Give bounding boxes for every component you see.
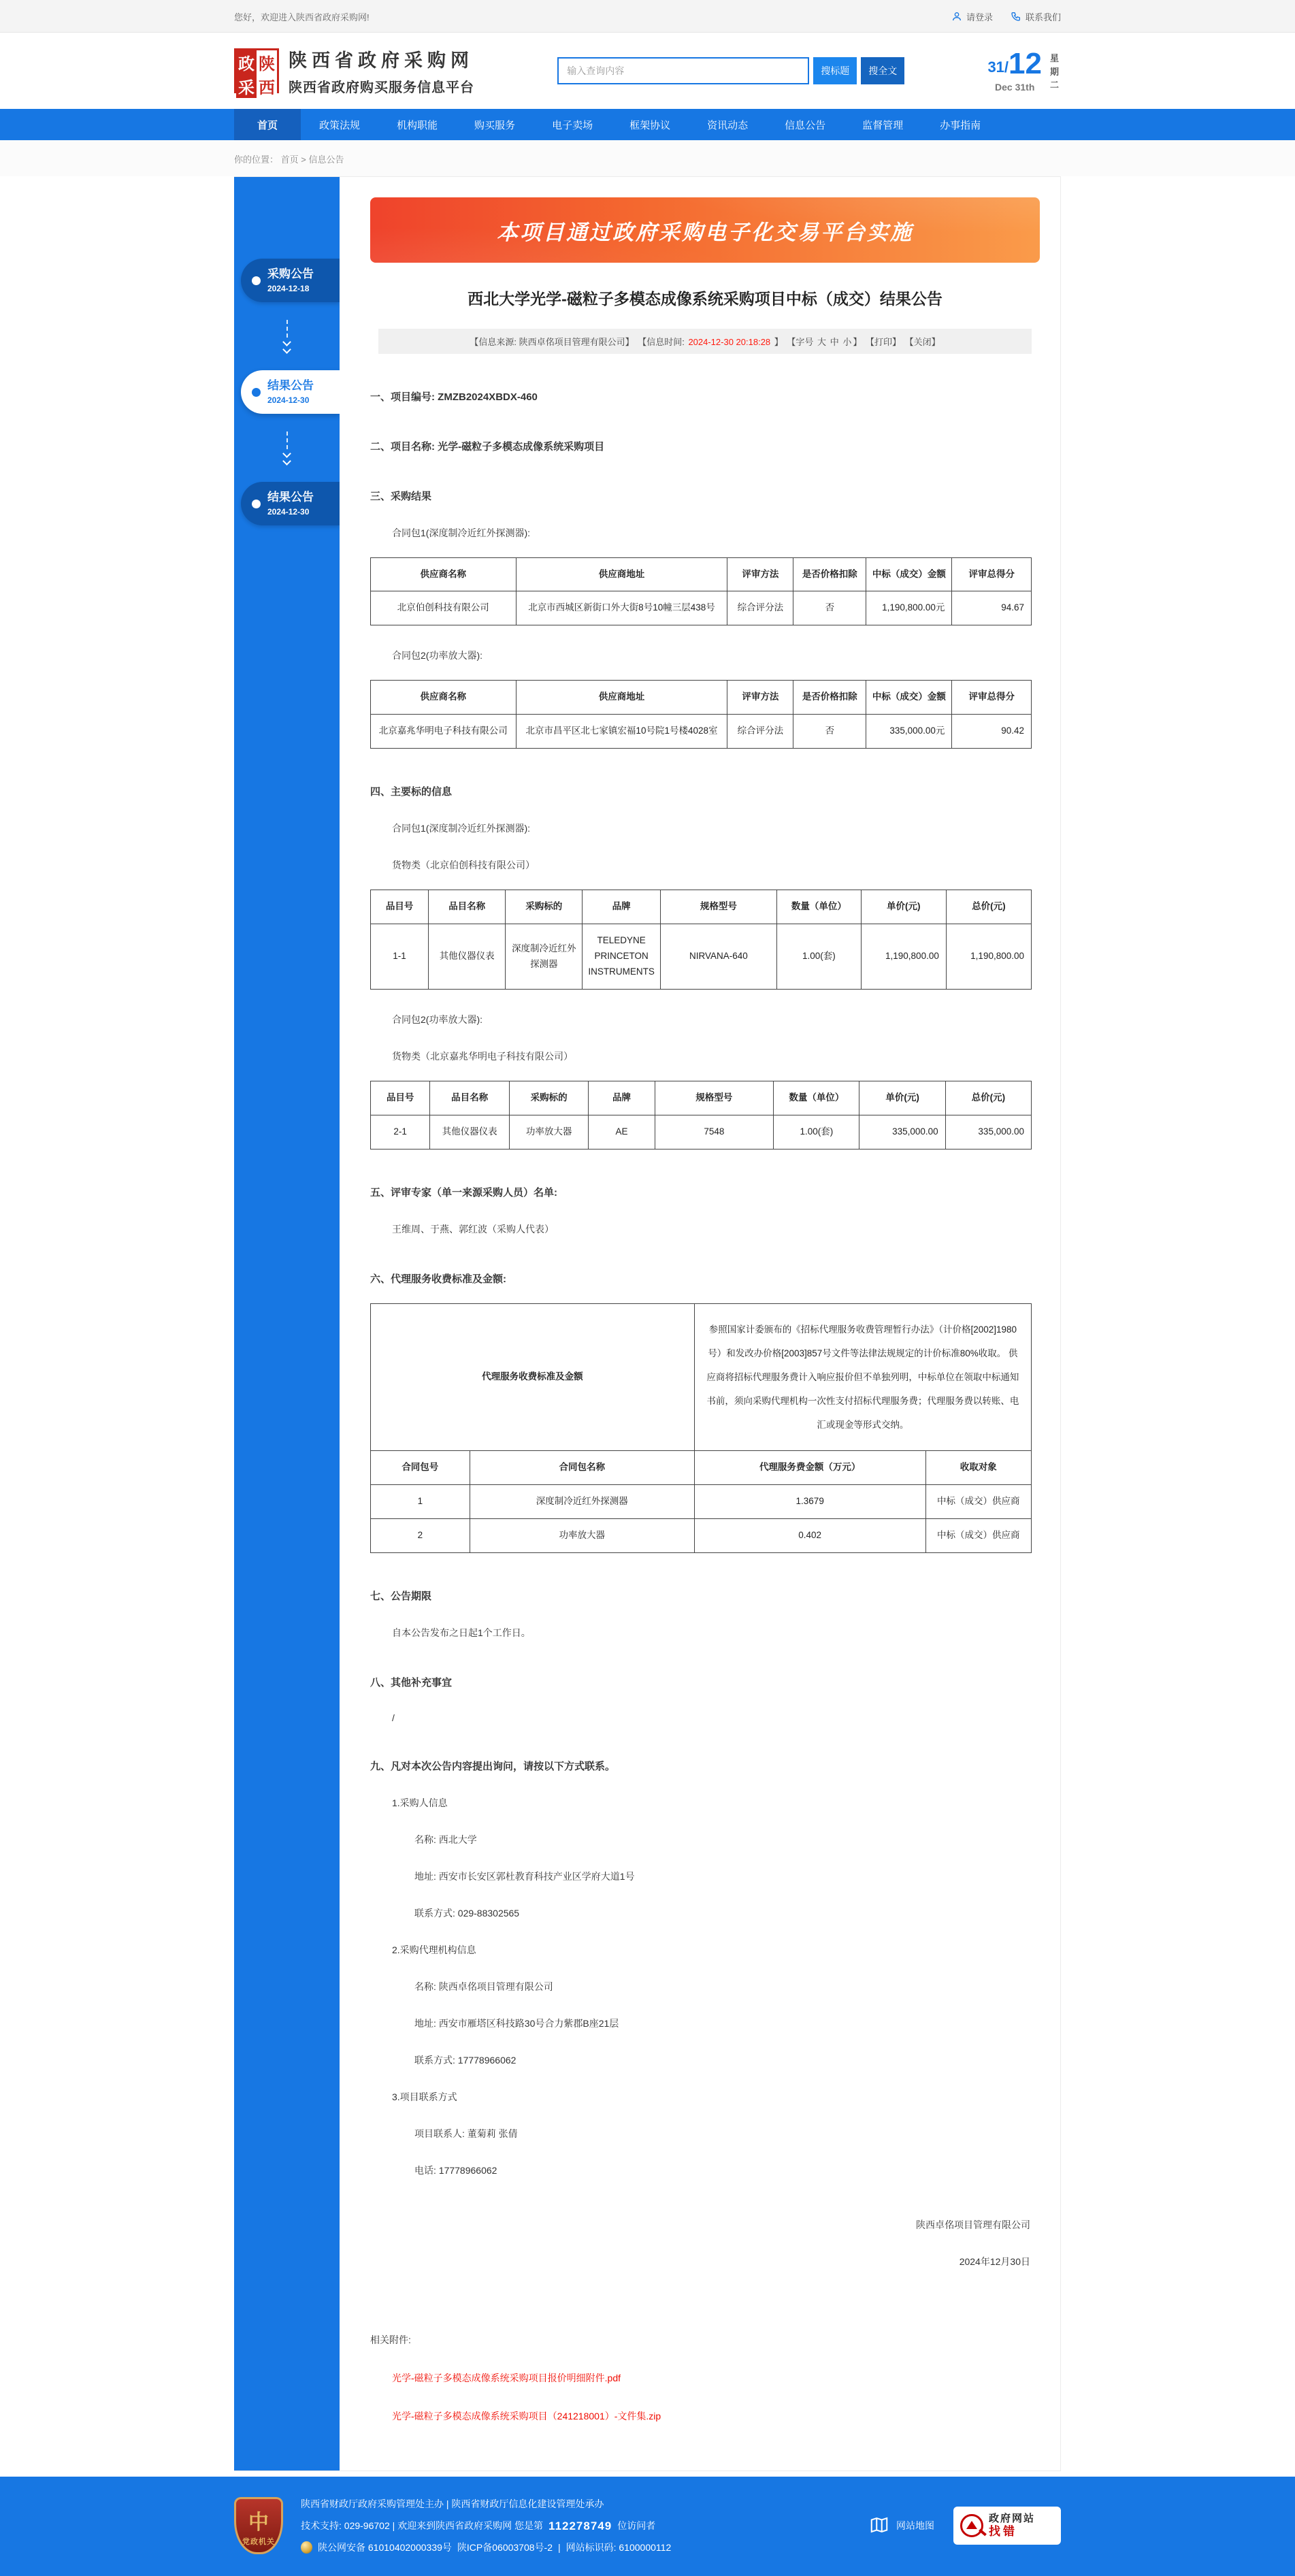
column-header: 供应商地址	[516, 681, 727, 715]
print-button[interactable]: 【打印】	[865, 336, 901, 347]
table-cell: 0.402	[694, 1519, 925, 1553]
table-row	[371, 924, 1032, 990]
table-row	[371, 715, 1032, 749]
column-header: 采购标的	[506, 890, 583, 924]
timeline-step-title: 结果公告	[267, 379, 314, 393]
section-other-matters: 八、其他补充事宜	[370, 1677, 453, 1689]
timeline-step-procurement[interactable]	[241, 259, 340, 302]
site-footer	[0, 2477, 1295, 2576]
signature-block	[370, 2218, 1040, 2268]
footer-visitor-suffix: 位访问者	[617, 2520, 656, 2531]
project-contact-phone: 电话: 17778966062	[414, 2165, 497, 2176]
column-header: 品目号	[371, 890, 429, 924]
topbar	[0, 0, 1295, 33]
chevron-down-icon	[282, 457, 291, 466]
search-title-button[interactable]: 搜标题	[813, 57, 857, 84]
arrow-down-icon	[234, 431, 340, 464]
project-contact-person: 项目联系人: 董菊莉 张倩	[414, 2128, 518, 2140]
table-cell: 1,190,800.00元	[866, 591, 952, 625]
section-experts: 五、评审专家（单一来源采购人员）名单:	[370, 1186, 557, 1199]
footer-support-text: 技术支持: 029-96702 | 欢迎来到陕西省政府采购网 您是第	[301, 2520, 544, 2531]
column-header: 中标（成交）金额	[866, 681, 952, 715]
footer-registration-line	[301, 2540, 851, 2555]
phone-icon	[1011, 11, 1021, 22]
search-bar	[557, 57, 904, 84]
meta-time-suffix: 】	[772, 336, 783, 347]
column-header: 合同包号	[371, 1451, 470, 1485]
table-cell: 1-1	[371, 924, 429, 990]
nav-item-policies[interactable]: 政策法规	[319, 119, 361, 131]
date-numeric	[987, 49, 1042, 93]
section-agency-fee: 六、代理服务收费标准及金额:	[370, 1273, 506, 1285]
dashed-line	[286, 431, 288, 449]
footer-text	[301, 2492, 851, 2560]
table-row	[371, 1485, 1032, 1519]
timeline-step-title: 结果公告	[267, 491, 314, 504]
table-cell: NIRVANA-640	[660, 924, 776, 990]
table-cell: 北京市西城区新街口外大街8号10幢三层438号	[516, 591, 727, 625]
attachment-link-pdf[interactable]: 光学-磁粒子多模态成像系统采购项目报价明细附件.pdf	[392, 2373, 621, 2384]
column-header: 评审总得分	[952, 681, 1032, 715]
nav-item-purchase-services[interactable]: 购买服务	[474, 119, 516, 131]
agency-name: 名称: 陕西卓佲项目管理有限公司	[414, 1981, 553, 1993]
table-cell: 2-1	[371, 1115, 430, 1149]
table-cell: 1.00(套)	[776, 924, 861, 990]
main-nav	[0, 109, 1295, 140]
table-cell: 1	[371, 1485, 470, 1519]
site-name: 陕西省政府采购网	[289, 50, 474, 71]
column-header: 供应商名称	[371, 681, 517, 715]
nav-item-announcements[interactable]: 信息公告	[785, 119, 826, 131]
column-header: 数量（单位）	[776, 890, 861, 924]
date-english: Dec 31th	[995, 82, 1035, 93]
breadcrumb	[234, 140, 1061, 176]
logo-char: 政	[236, 50, 257, 74]
table-row	[371, 1519, 1032, 1553]
find-error-badge[interactable]	[953, 2507, 1061, 2545]
search-input[interactable]	[557, 57, 809, 84]
nav-item-emall[interactable]: 电子卖场	[552, 119, 593, 131]
purchaser-name: 名称: 西北大学	[414, 1834, 477, 1846]
column-header: 评审方法	[727, 681, 793, 715]
column-header: 供应商地址	[516, 557, 727, 591]
table-cell: 中标（成交）供应商	[925, 1485, 1031, 1519]
table-cell: 335,000.00	[859, 1115, 945, 1149]
font-size-large-button[interactable]: 大	[817, 336, 827, 347]
icp-record-link[interactable]: 陕ICP备06003708号-2	[457, 2541, 553, 2553]
timeline-step-result[interactable]	[241, 482, 340, 525]
meta-font-suffix: 】	[853, 336, 862, 347]
experts-list: 王维周、于燕、郭红波（采购人代表）	[392, 1223, 554, 1235]
result-table-package2	[370, 680, 1032, 749]
close-button[interactable]: 【关闭】	[904, 336, 940, 347]
table-cell: 功率放大器	[509, 1115, 589, 1149]
magnifier-icon	[960, 2514, 983, 2537]
table-cell: 北京嘉兆华明电子科技有限公司	[371, 715, 517, 749]
timeline-dot	[252, 388, 261, 397]
site-header	[0, 33, 1295, 109]
column-header: 总价(元)	[945, 1081, 1031, 1115]
table-cell: 中标（成交）供应商	[925, 1519, 1031, 1553]
psb-record-link[interactable]: 陕公网安备 61010402000339号	[318, 2541, 452, 2553]
table-cell: 94.67	[952, 591, 1032, 625]
column-header: 品牌	[583, 890, 660, 924]
sitemap-link[interactable]	[869, 2515, 934, 2537]
column-header: 品目号	[371, 1081, 430, 1115]
table-row	[371, 1303, 1032, 1450]
fee-standard-description: 参照国家计委颁布的《招标代理服务收费管理暂行办法》（计价格[2002]1980号）和发改办价格[2003]857号文件等法律法规规定的计价标准80%收取。 供应商将招标代理服务费计入响应报价但不单独列明，中标单位在领取中标通知书前，须向采购代理机构一次性支付招标代理服务费；代理服务费以转账、电汇或现金等形式交纳。	[694, 1303, 1031, 1450]
nav-item-functions[interactable]: 机构职能	[397, 119, 438, 131]
meta-bar	[378, 329, 1032, 354]
topbar-links	[951, 10, 1061, 23]
table-cell: 1.3679	[694, 1485, 925, 1519]
goods1-label: 货物类（北京伯创科技有限公司）	[392, 860, 535, 871]
table-cell: 功率放大器	[470, 1519, 694, 1553]
column-header: 供应商名称	[371, 557, 517, 591]
chevron-down-icon	[282, 345, 291, 354]
nav-item-framework[interactable]: 框架协议	[629, 119, 671, 131]
column-header: 是否价格扣除	[793, 681, 866, 715]
column-header: 总价(元)	[946, 890, 1031, 924]
signature-company: 陕西卓佲项目管理有限公司	[916, 2219, 1030, 2231]
table-cell: 7548	[655, 1115, 774, 1149]
font-size-small-button[interactable]: 小	[842, 336, 852, 347]
date-weekday: 星期二	[1049, 53, 1059, 90]
announcement-title: 西北大学光学-磁粒子多模态成像系统采购项目中标（成交）结果公告	[468, 290, 942, 308]
arrow-down-icon	[234, 320, 340, 353]
timeline-dot	[252, 500, 261, 508]
breadcrumb-home[interactable]: 首页	[280, 154, 299, 165]
table-cell: 335,000.00元	[866, 715, 952, 749]
date-widget	[987, 49, 1061, 93]
column-header: 采购标的	[509, 1081, 589, 1115]
timeline-sidebar	[234, 177, 340, 2471]
logo-mark	[234, 48, 279, 97]
visitor-count: 112278749	[548, 2519, 612, 2532]
column-header: 中标（成交）金额	[866, 557, 952, 591]
column-header: 品牌	[589, 1081, 655, 1115]
fee-standard-label: 代理服务收费标准及金额	[371, 1303, 695, 1450]
other-matters-body: /	[392, 1712, 395, 1724]
column-header: 规格型号	[655, 1081, 774, 1115]
public-security-badge-icon	[301, 2541, 312, 2554]
signature-date: 2024年12月30日	[959, 2256, 1030, 2268]
font-size-medium-button[interactable]: 中	[830, 336, 839, 347]
timeline-step-text	[267, 379, 314, 404]
column-header: 数量（单位）	[774, 1081, 859, 1115]
footer-visitor-line	[301, 2517, 851, 2535]
site-logo[interactable]	[234, 46, 474, 96]
table-cell: 深度制冷近红外探测器	[470, 1485, 694, 1519]
login-label: 请登录	[966, 12, 993, 22]
timeline-step-date: 2024-12-30	[267, 395, 310, 405]
column-header: 评审总得分	[952, 557, 1032, 591]
table-cell: 综合评分法	[727, 715, 793, 749]
table-row	[371, 1115, 1032, 1149]
breadcrumb-bar	[0, 140, 1295, 176]
announcement-period-body: 自本公告发布之日起1个工作日。	[392, 1627, 531, 1639]
table-cell: AE	[589, 1115, 655, 1149]
table-cell: 综合评分法	[727, 591, 793, 625]
table-cell: 北京市昌平区北七家镇宏福10号院1号楼4028室	[516, 715, 727, 749]
agency-phone: 联系方式: 17778966062	[414, 2055, 517, 2066]
section-procurement-result: 三、采购结果	[370, 490, 432, 502]
column-header: 代理服务费金额（万元）	[694, 1451, 925, 1485]
meta-time-value: 2024-12-30 20:18:28	[688, 336, 771, 347]
purchaser-address: 地址: 西安市长安区郭杜教育科技产业区学府大道1号	[414, 1871, 635, 1882]
contact-label: 联系我们	[1025, 12, 1061, 22]
table-cell: 1.00(套)	[774, 1115, 859, 1149]
column-header: 评审方法	[727, 557, 793, 591]
logo-char: 西	[257, 74, 277, 98]
nav-item-home[interactable]: 首页	[234, 109, 301, 140]
timeline-step-title: 采购公告	[267, 267, 314, 281]
nav-item-news[interactable]: 资讯动态	[707, 119, 749, 131]
table-cell: 90.42	[952, 715, 1032, 749]
table-cell: 否	[793, 591, 866, 625]
column-header: 单价(元)	[859, 1081, 945, 1115]
timeline-step-text	[267, 491, 314, 516]
item-table-package2	[370, 1081, 1032, 1150]
section-contact: 九、凡对本次公告内容提出询问，请按以下方式联系。	[370, 1761, 616, 1773]
table-cell: 否	[793, 715, 866, 749]
table-cell: 2	[371, 1519, 470, 1553]
agency-address: 地址: 西安市雁塔区科技路30号合力紫郡B座21层	[414, 2018, 619, 2029]
meta-source: 【信息来源: 陕西卓佲项目管理有限公司】	[470, 336, 634, 347]
attachments-title: 相关附件:	[370, 2334, 411, 2346]
party-government-emblem	[234, 2497, 283, 2554]
welcome-text: 您好，欢迎进入陕西省政府采购网!	[234, 12, 370, 22]
table-cell: 1,190,800.00	[946, 924, 1031, 990]
column-header: 规格型号	[660, 890, 776, 924]
table-cell: TELEDYNE PRINCETON INSTRUMENTS	[583, 924, 660, 990]
column-header: 收取对象	[925, 1451, 1031, 1485]
table-cell: 1,190,800.00	[861, 924, 946, 990]
map-icon	[869, 2515, 889, 2537]
meta-time-prefix: 【信息时间:	[638, 336, 687, 347]
package2-label: 合同包2(功率放大器):	[392, 1014, 482, 1025]
column-header: 是否价格扣除	[793, 557, 866, 591]
column-header: 品目名称	[429, 890, 506, 924]
find-error-text	[989, 2513, 1035, 2539]
table-row	[371, 591, 1032, 625]
table-cell: 其他仪器仪表	[429, 924, 506, 990]
timeline-step-date: 2024-12-18	[267, 283, 310, 293]
section-project-number: 一、项目编号: ZMZB2024XBDX-460	[370, 391, 538, 403]
timeline-step-date: 2024-12-30	[267, 506, 310, 517]
find-error-line1: 政府网站	[989, 2512, 1036, 2524]
agency-fee-table	[370, 1303, 1032, 1553]
package2-label: 合同包2(功率放大器):	[392, 650, 482, 662]
meta-font-label: 【字号	[787, 336, 814, 347]
find-error-line2: 找错	[989, 2524, 1017, 2538]
emblem-label: 党政机关	[242, 2538, 275, 2547]
footer-right	[869, 2507, 1061, 2545]
package1-label: 合同包1(深度制冷近红外探测器):	[392, 527, 530, 538]
section-announcement-period: 七、公告期限	[370, 1591, 432, 1603]
emblem-symbol: 中	[248, 2511, 269, 2534]
column-header: 单价(元)	[861, 890, 946, 924]
table-cell: 北京伯创科技有限公司	[371, 591, 517, 625]
search-fulltext-button[interactable]: 搜全文	[861, 57, 904, 84]
timeline-step-text	[267, 267, 314, 293]
timeline-step-result-active[interactable]	[241, 370, 340, 414]
site-identification-code: 网站标识码: 6100000112	[565, 2541, 672, 2553]
content-area	[234, 176, 1061, 2471]
login-link[interactable]	[951, 10, 993, 23]
brand-text	[289, 46, 474, 96]
table-cell: 其他仪器仪表	[430, 1115, 510, 1149]
platform-banner: 本项目通过政府采购电子化交易平台实施	[370, 197, 1040, 263]
sitemap-label: 网站地图	[896, 2520, 934, 2532]
purchaser-info-title: 1.采购人信息	[392, 1797, 448, 1809]
nav-item-supervision[interactable]: 监督管理	[862, 119, 904, 131]
footer-separator: |	[557, 2541, 561, 2553]
column-header: 合同包名称	[470, 1451, 694, 1485]
breadcrumb-label: 你的位置：	[234, 154, 279, 165]
timeline-dot	[252, 276, 261, 285]
dashed-line	[286, 320, 288, 338]
table-cell: 335,000.00	[945, 1115, 1031, 1149]
nav-item-guide[interactable]: 办事指南	[940, 119, 981, 131]
item-table-package1	[370, 890, 1032, 990]
package1-label: 合同包1(深度制冷近红外探测器):	[392, 823, 530, 834]
date-month: 12	[1009, 47, 1042, 80]
section-main-subject-info: 四、主要标的信息	[370, 786, 453, 798]
announcement-main	[340, 177, 1060, 2471]
breadcrumb-current: 信息公告	[308, 154, 344, 165]
breadcrumb-separator: >	[301, 154, 306, 165]
logo-char: 采	[236, 74, 257, 98]
section-project-name: 二、项目名称: 光学-磁粒子多模态成像系统采购项目	[370, 440, 605, 453]
goods2-label: 货物类（北京嘉兆华明电子科技有限公司）	[392, 1051, 573, 1062]
contact-link[interactable]	[1011, 10, 1061, 23]
attachments-block	[370, 2333, 1040, 2423]
site-subtitle: 陕西省政府购买服务信息平台	[289, 80, 474, 95]
result-table-package1	[370, 557, 1032, 626]
column-header: 品目名称	[430, 1081, 510, 1115]
footer-sponsor-line: 陕西省财政厅政府采购管理处主办 | 陕西省财政厅信息化建设管理处承办	[301, 2498, 604, 2510]
table-cell: 深度制冷近红外探测器	[506, 924, 583, 990]
project-contact-title: 3.项目联系方式	[392, 2091, 457, 2103]
user-icon	[951, 11, 962, 22]
date-day: 31/	[987, 59, 1009, 76]
logo-char: 陕	[257, 50, 277, 74]
attachment-link-zip[interactable]: 光学-磁粒子多模态成像系统采购项目（241218001）-文件集.zip	[392, 2411, 661, 2422]
agency-info-title: 2.采购代理机构信息	[392, 1944, 476, 1956]
purchaser-phone: 联系方式: 029-88302565	[414, 1908, 520, 1919]
